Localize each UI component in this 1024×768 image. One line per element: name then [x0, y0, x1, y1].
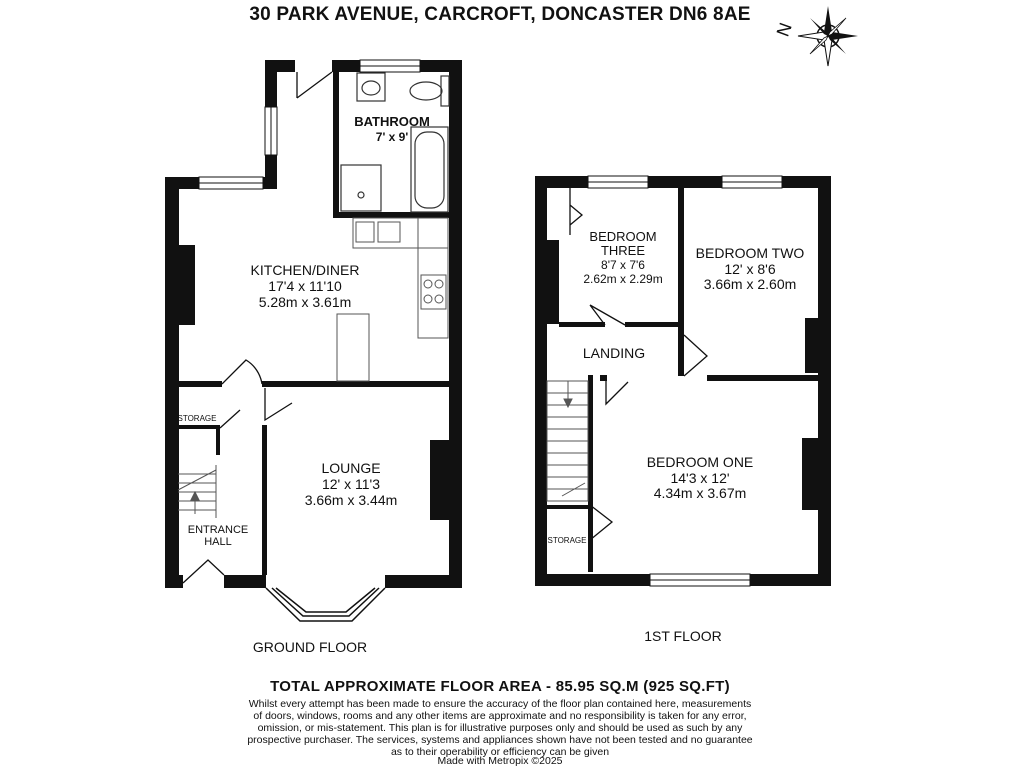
hall-name-line1: ENTRANCE: [187, 524, 249, 536]
wall: [625, 322, 684, 327]
radiator: [179, 245, 195, 325]
lounge-name: LOUNGE: [321, 460, 381, 476]
bedroom-three-imperial: 8'7 x 7'6: [601, 258, 645, 272]
kitchen-name: KITCHEN/DINER: [250, 262, 360, 278]
compass-north-label: N: [772, 20, 796, 40]
ground-storage-label: STORAGE: [177, 414, 217, 423]
bedroom-two-metric: 3.66m x 2.60m: [703, 276, 797, 292]
bedroom-three-line1: BEDROOM: [589, 229, 657, 244]
door-swing: [590, 505, 612, 540]
wall: [547, 505, 590, 509]
lounge-imperial: 12' x 11'3: [321, 476, 381, 492]
door-swing: [684, 335, 707, 376]
wall: [535, 176, 547, 586]
disclaimer: [0, 698, 1000, 758]
wall: [535, 574, 650, 586]
wall: [262, 381, 452, 387]
kitchen-metric: 5.28m x 3.61m: [258, 294, 352, 310]
bedroom-three-metric: 2.62m x 2.29m: [583, 272, 663, 286]
bedroom-one-imperial: 14'3 x 12': [670, 470, 730, 486]
bathroom-name: BATHROOM: [354, 114, 430, 129]
radiator: [547, 240, 559, 324]
lounge-metric: 3.66m x 3.44m: [304, 492, 398, 508]
door-swing: [220, 410, 240, 428]
wall: [600, 375, 607, 381]
radiator: [430, 440, 449, 520]
kitchen-imperial: 17'4 x 11'10: [268, 278, 342, 294]
wall: [707, 375, 822, 381]
wall: [333, 60, 339, 217]
wall: [333, 212, 462, 218]
wall: [175, 425, 220, 429]
disclaimer-line: Whilst every attempt has been made to ensure the accuracy of the floor plan contained here, measurements: [248, 698, 752, 710]
wall: [559, 322, 605, 327]
ground-floor-label: GROUND FLOOR: [252, 639, 368, 655]
made-with-credit: Made with Metropix ©2025: [437, 755, 563, 767]
wall: [224, 575, 266, 588]
wall: [165, 575, 183, 588]
bedroom-two-imperial: 12' x 8'6: [724, 261, 776, 277]
door-swing: [222, 360, 262, 384]
property-address-title: 30 PARK AVENUE, CARCROFT, DONCASTER DN6 8AE: [249, 4, 751, 25]
wall: [262, 425, 267, 575]
ground-floor-plan: [165, 60, 462, 655]
door-swing: [570, 188, 582, 235]
bedroom-one-metric: 4.34m x 3.67m: [653, 485, 747, 501]
radiator: [802, 438, 818, 510]
wall: [449, 60, 462, 395]
disclaimer-line: omission, or mis-statement. This plan is for illustrative purposes only and should be used as such by any: [257, 722, 743, 734]
bedroom-two-name: BEDROOM TWO: [695, 245, 805, 261]
bedroom-three-line2: THREE: [600, 243, 646, 258]
hall-name-line2: HALL: [204, 536, 232, 548]
radiator: [805, 318, 818, 373]
bedroom-one-name: BEDROOM ONE: [646, 454, 754, 470]
door-swing: [183, 560, 224, 583]
staircase: [547, 381, 588, 501]
disclaimer-line: of doors, windows, rooms and any other items are approximate and no responsibility is taken for any error,: [253, 710, 747, 722]
kitchen-fixtures: [337, 218, 448, 381]
compass-rose-icon: [798, 6, 858, 66]
wall: [678, 176, 684, 376]
wall: [385, 575, 462, 588]
first-floor-label: 1ST FLOOR: [644, 628, 722, 644]
first-floor-plan: [535, 176, 831, 644]
total-floor-area: TOTAL APPROXIMATE FLOOR AREA - 85.95 SQ.M (925 SQ.FT): [270, 678, 730, 695]
wall: [175, 381, 222, 387]
wall: [216, 425, 220, 455]
door-swing: [297, 72, 332, 98]
disclaimer-line: prospective purchaser. The services, systems and appliances shown have not been tested and no guarantee: [247, 734, 753, 746]
landing-name: LANDING: [582, 345, 646, 361]
door-swing: [265, 388, 292, 420]
bathroom-size: 7' x 9': [375, 130, 409, 144]
disclaimer-line: as to their operability or efficiency can be given: [390, 746, 610, 758]
door-swing: [606, 381, 628, 404]
wall: [750, 574, 831, 586]
wall: [265, 60, 295, 72]
staircase: [178, 465, 216, 518]
first-storage-label: STORAGE: [547, 536, 587, 545]
wall: [449, 385, 462, 588]
wall: [588, 375, 593, 572]
bay-window: [266, 588, 385, 621]
